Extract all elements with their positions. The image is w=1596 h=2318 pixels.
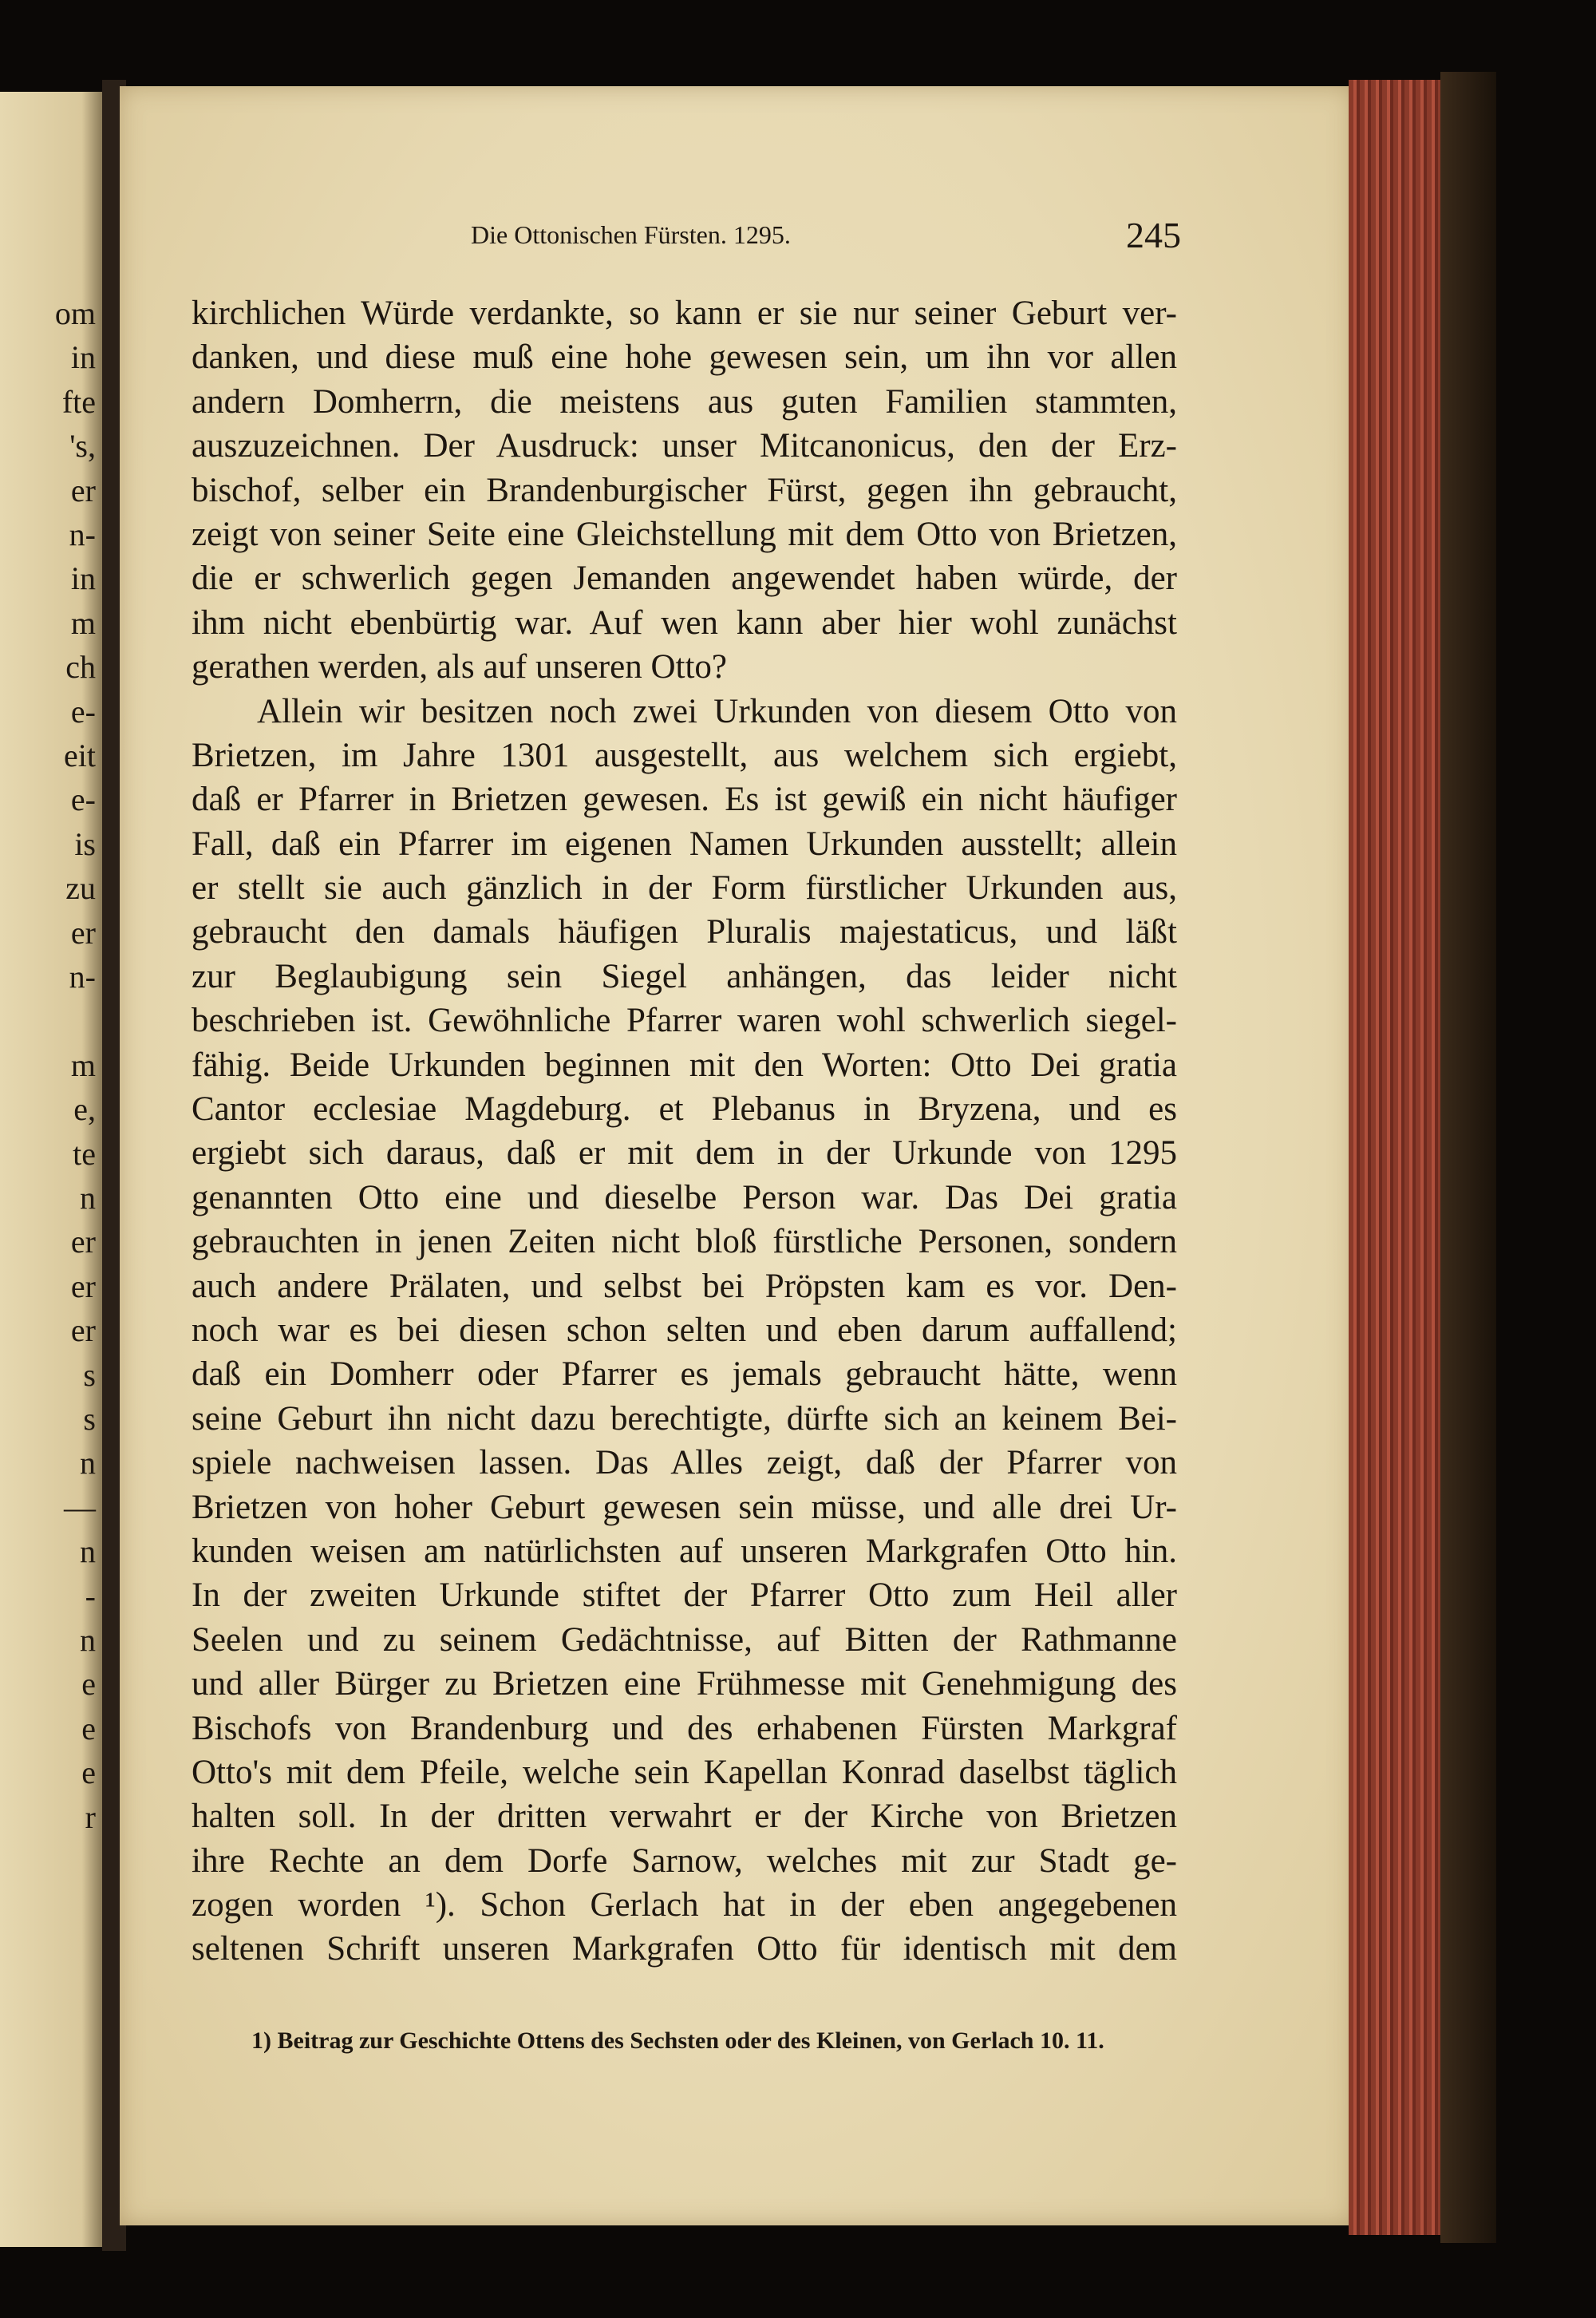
facing-page-text-fragment: te	[73, 1135, 96, 1172]
facing-page-text-fragment: n-	[69, 959, 96, 995]
text-line: beschrieben ist. Gewöhnliche Pfarrer waren wohl schwerlich siegel-	[192, 1002, 1177, 1040]
text-line: Fall, daß ein Pfarrer im eigenen Namen Urkunden ausstellt; allein	[192, 825, 1177, 863]
text-line: ergiebt sich daraus, daß er mit dem in der Urkunde von 1295	[192, 1134, 1177, 1173]
text-line: fähig. Beide Urkunden beginnen mit den Worten: Otto Dei gratia	[192, 1046, 1177, 1084]
facing-page-text-fragment: er	[70, 1224, 96, 1260]
text-line: ihre Rechte an dem Dorfe Sarnow, welches mit zur Stadt ge-	[192, 1841, 1177, 1880]
text-line: Brietzen, im Jahre 1301 ausgestellt, aus welchem sich ergiebt,	[192, 736, 1177, 774]
text-line: auszuzeichnen. Der Ausdruck: unser Mitcanonicus, den der Erz-	[192, 427, 1177, 465]
text-line: noch war es bei diesen schon selten und eben darum auffallend;	[192, 1311, 1177, 1349]
facing-page-text-fragment: n	[80, 1622, 96, 1658]
text-line: Otto's mit dem Pfeile, welche sein Kapellan Konrad daselbst täglich	[192, 1753, 1177, 1791]
facing-page-text-fragment: 's,	[69, 428, 96, 465]
facing-page-text-fragment: e,	[73, 1091, 96, 1128]
text-line: Allein wir besitzen noch zwei Urkunden von diesem Otto von	[257, 692, 1177, 730]
page-edges	[1349, 80, 1440, 2235]
facing-page-text-fragment: in	[70, 339, 96, 376]
text-line: zur Beglaubigung sein Siegel anhängen, das leider nicht	[192, 957, 1177, 995]
text-line: gebrauchten in jenen Zeiten nicht bloß fürstliche Personen, sondern	[192, 1223, 1177, 1261]
facing-page-text-fragment: fte	[61, 383, 96, 420]
text-line: In der zweiten Urkunde stiftet der Pfarrer Otto zum Heil aller	[192, 1576, 1177, 1615]
facing-page-text-fragment: e-	[70, 693, 96, 730]
text-line: zogen worden ¹). Schon Gerlach hat in der eben angegebenen	[192, 1886, 1177, 1924]
facing-page-text-fragment: om	[54, 295, 96, 331]
text-line: Brietzen von hoher Geburt gewesen sein müsse, und alle drei Ur-	[192, 1488, 1177, 1526]
text-line: Cantor ecclesiae Magdeburg. et Plebanus in Bryzena, und es	[192, 1090, 1177, 1129]
text-line: seine Geburt ihn nicht dazu berechtigte, dürfte sich an keinem Bei-	[192, 1399, 1177, 1438]
text-line: daß er Pfarrer in Brietzen gewesen. Es ist gewiß ein nicht häufiger	[192, 781, 1177, 819]
facing-page-text-fragment: e-	[70, 781, 96, 818]
text-line: kirchlichen Würde verdankte, so kann er sie nur seiner Geburt ver-	[192, 295, 1177, 332]
facing-page-text-fragment: m	[70, 604, 96, 641]
running-title: Die Ottonischen Fürsten. 1295.	[471, 220, 791, 249]
facing-page-text-fragment: ch	[65, 649, 96, 686]
facing-page-text-fragment: zu	[65, 870, 96, 907]
facing-page-text-fragment: —	[64, 1489, 96, 1525]
facing-page-text-fragment: is	[74, 825, 96, 862]
book-cover-edge	[1440, 72, 1496, 2243]
text-line: Seelen und zu seinem Gedächtnisse, auf Bitten der Rathmanne	[192, 1620, 1177, 1659]
text-line: zeigt von seiner Seite eine Gleichstellung mit dem Otto von Brietzen,	[192, 515, 1177, 553]
text-line: gerathen werden, als auf unseren Otto?	[192, 648, 727, 686]
page-header	[239, 214, 1181, 262]
text-line: seltenen Schrift unseren Markgrafen Otto für identisch mit dem	[192, 1930, 1177, 1968]
facing-page-text-fragment: s	[83, 1401, 96, 1437]
text-line: die er schwerlich gegen Jemanden angewendet haben würde, der	[192, 560, 1177, 598]
facing-page-text-fragment: n	[80, 1533, 96, 1570]
text-line: gebraucht den damals häufigen Pluralis majestaticus, und läßt	[192, 913, 1177, 951]
page-number: 245	[1126, 215, 1181, 255]
facing-page-text-fragment: eit	[64, 738, 96, 773]
body-text	[192, 291, 1177, 1972]
facing-page-text-fragment: er	[70, 1268, 96, 1304]
facing-page-text-fragment: e	[81, 1710, 96, 1746]
text-line: genannten Otto eine und dieselbe Person war. Das Dei gratia	[192, 1178, 1177, 1216]
facing-page-text-fragment: in	[70, 560, 96, 597]
facing-page-text-fragment: n-	[69, 516, 96, 552]
facing-page-text-fragment: er	[70, 472, 96, 508]
text-line: daß ein Domherr oder Pfarrer es jemals gebraucht hätte, wenn	[192, 1355, 1177, 1394]
footnote: 1) Beitrag zur Geschichte Ottens des Sechsten oder des Kleinen, von Gerlach 10. 11.	[251, 2027, 1104, 2054]
text-line: spiele nachweisen lassen. Das Alles zeigt, daß der Pfarrer von	[192, 1444, 1177, 1482]
text-line: ihm nicht ebenbürtig war. Auf wen kann aber hier wohl zunächst	[192, 603, 1177, 642]
text-line: auch andere Prälaten, und selbst bei Pröpsten kam es vor. Den-	[192, 1267, 1177, 1305]
text-line: kunden weisen am natürlichsten auf unseren Markgrafen Otto hin.	[192, 1532, 1177, 1570]
facing-page-text-fragment: e	[81, 1754, 96, 1791]
text-line: und aller Bürger zu Brietzen eine Frühmesse mit Genehmigung des	[192, 1665, 1177, 1703]
facing-page-text-fragment: m	[70, 1046, 96, 1083]
text-line: andern Domherrn, die meistens aus guten Familien stammten,	[192, 382, 1177, 421]
text-line: halten soll. In der dritten verwahrt er der Kirche von Brietzen	[192, 1798, 1177, 1836]
text-line: Bischofs von Brandenburg und des erhabenen Fürsten Markgraf	[192, 1709, 1177, 1747]
facing-page-text-fragment: -	[85, 1577, 96, 1614]
text-line: bischof, selber ein Brandenburgischer Fürst, gegen ihn gebraucht,	[192, 471, 1177, 509]
text-line: er stellt sie auch gänzlich in der Form fürstlicher Urkunden aus,	[192, 869, 1177, 908]
facing-page-text-fragment: n	[80, 1445, 96, 1481]
facing-page-text-fragment: er	[70, 914, 96, 951]
facing-page-text-fragment: er	[70, 1312, 96, 1349]
text-line: danken, und diese muß eine hohe gewesen sein, um ihn vor allen	[192, 338, 1177, 377]
facing-page-text-fragment: r	[85, 1798, 96, 1835]
facing-page-text-fragment: n	[80, 1180, 96, 1216]
facing-page-text-fragment: s	[83, 1356, 96, 1393]
facing-page-text-fragment: e	[81, 1666, 96, 1703]
